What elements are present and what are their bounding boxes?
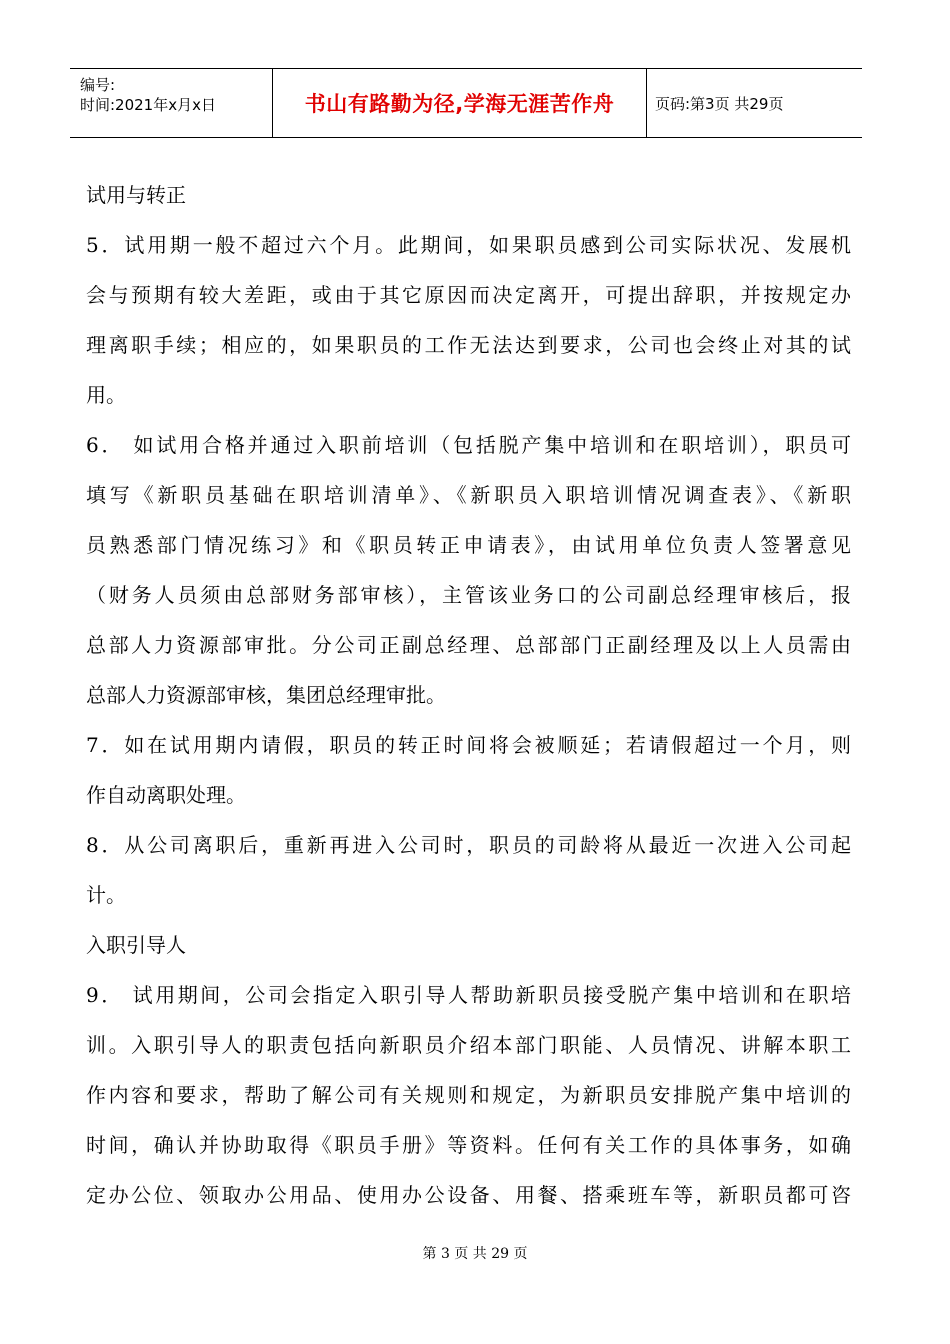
body-line: 试用与转正 [86,183,186,207]
body-line: 训。入职引导人的职责包括向新职员介绍本部门职能、人员情况、讲解本职工 [86,1033,851,1057]
body-line: 7．如在试用期内请假，职员的转正时间将会被顺延；若请假超过一个月，则 [86,733,851,757]
body-line: 5．试用期一般不超过六个月。此期间，如果职员感到公司实际状况、发展机 [86,233,851,257]
body-line: 总部人力资源部审核，集团总经理审批。 [86,683,446,707]
header-meta [70,69,273,137]
body-line: 作自动离职处理。 [86,783,246,807]
body-line: 定办公位、领取办公用品、使用办公设备、用餐、搭乘班车等，新职员都可咨 [86,1183,851,1207]
body-line: 8．从公司离职后，重新再进入公司时，职员的司龄将从最近一次进入公司起 [86,833,851,857]
body-line: 9． 试用期间，公司会指定入职引导人帮助新职员接受脱产集中培训和在职培 [86,983,851,1007]
header-motto: 书山有路勤为径,学海无涯苦作舟 [273,69,647,137]
header-page-code: 页码:第3页 共29页 [655,94,784,113]
page-header [70,68,862,138]
body-line: 员熟悉部门情况练习》和《职员转正申请表》，由试用单位负责人签署意见 [86,533,851,557]
page-footer: 第 3 页 共 29 页 [422,1246,528,1262]
body-line: 填写《新职员基础在职培训清单》、《新职员入职培训情况调查表》、《新职 [86,483,851,507]
body-line: 总部人力资源部审批。分公司正副总经理、总部部门正副经理及以上人员需由 [86,633,851,657]
body-line: 计。 [86,883,126,907]
body-line: 作内容和要求，帮助了解公司有关规则和规定，为新职员安排脱产集中培训的 [86,1083,851,1107]
document-time-label: 时间:2021年x月x日 [80,96,216,114]
body-line: 用。 [86,383,126,407]
body-line: 6． 如试用合格并通过入职前培训（包括脱产集中培训和在职培训），职员可 [86,433,851,457]
body-line: （财务人员须由总部财务部审核），主管该业务口的公司副总经理审核后，报 [86,583,851,607]
document-body [86,170,851,1220]
body-line: 会与预期有较大差距，或由于其它原因而决定离开，可提出辞职，并按规定办 [86,283,851,307]
document-number-label: 编号: [80,76,116,94]
body-line: 入职引导人 [86,933,186,957]
body-line: 时间，确认并协助取得《职员手册》等资料。任何有关工作的具体事务，如确 [86,1133,851,1157]
body-line: 理离职手续；相应的，如果职员的工作无法达到要求，公司也会终止对其的试 [86,333,851,357]
